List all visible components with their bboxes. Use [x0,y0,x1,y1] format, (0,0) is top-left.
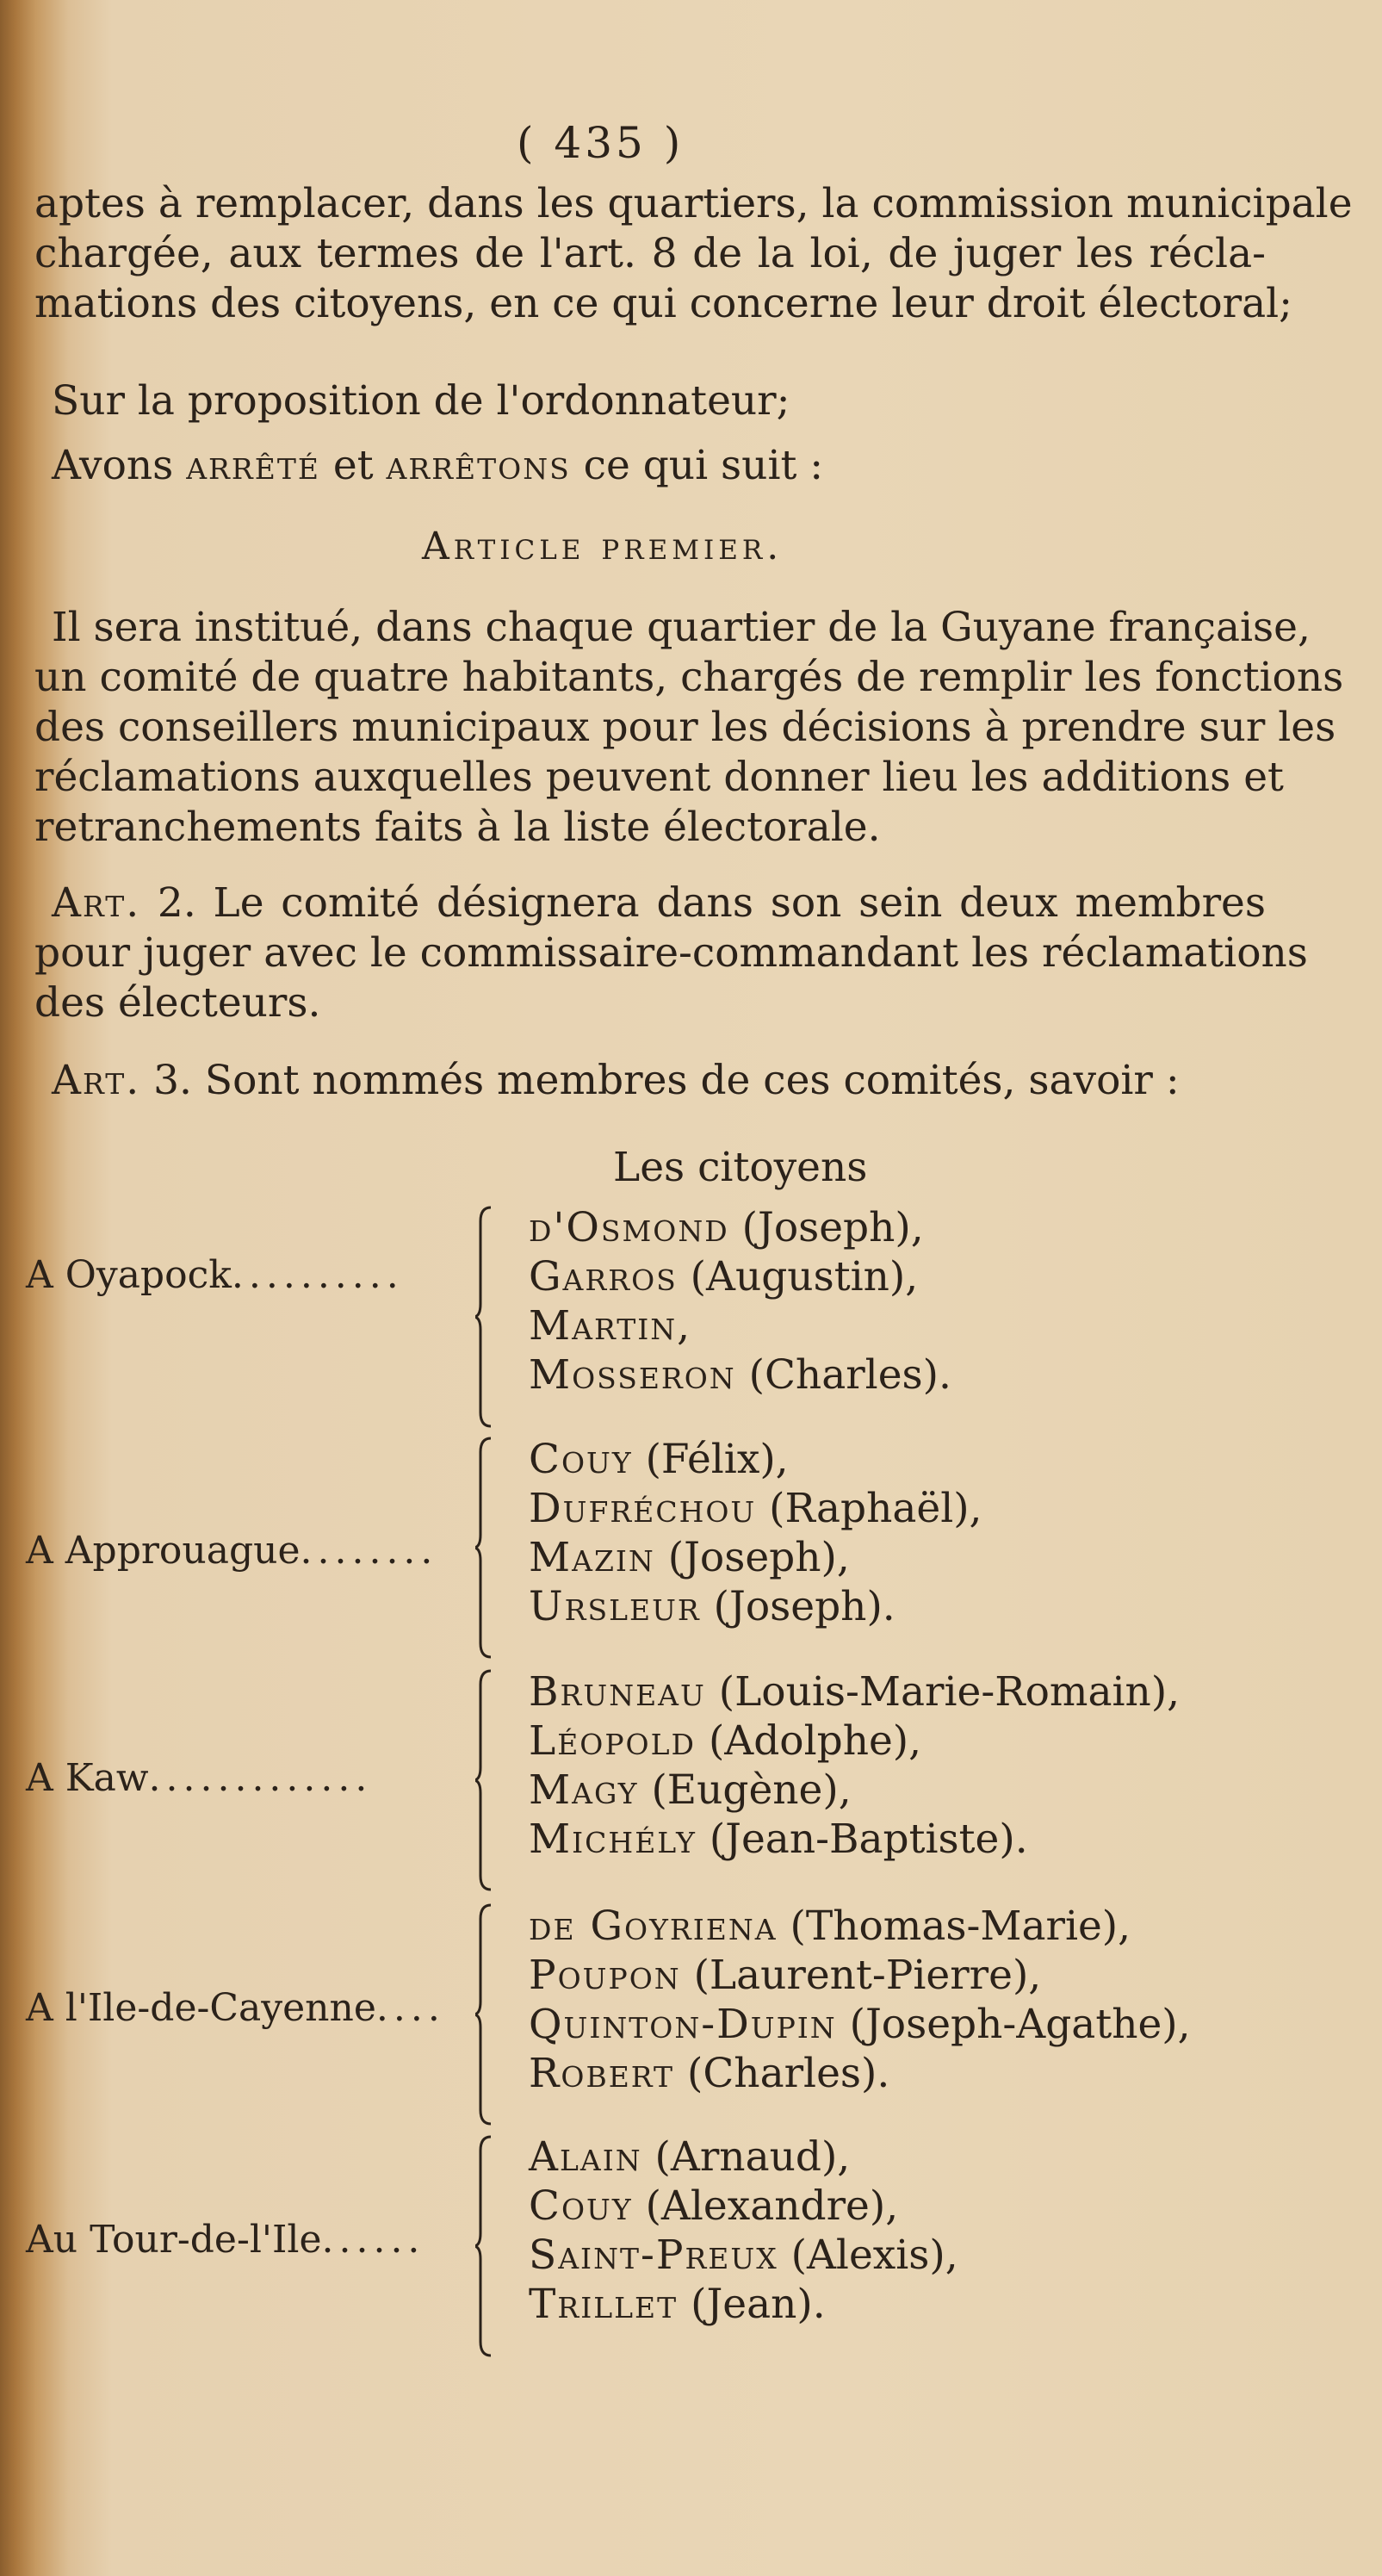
member-given: (Charles). [674,2050,890,2097]
member-given: (Arnaud), [641,2133,851,2181]
place-name: A Approuague [26,1529,301,1573]
leader-dots: ...... [321,2218,425,2262]
place-name: A l'Ile-de-Cayenne [26,1986,376,2030]
arrete-post: ce qui suit : [570,442,824,489]
member-surname: Martin [529,1302,678,1350]
article1-line: des conseillers municipaux pour les décisions à prendre sur les [34,704,1336,751]
leader-dots: ............. [148,1756,373,1800]
member-surname: Bruneau [529,1668,706,1716]
member-given: (Louis-Marie-Romain), [705,1668,1181,1716]
leader-dots: .... [375,1986,445,2030]
member-name [529,1350,951,1400]
member-surname: Dufréchou [529,1485,757,1532]
member-surname: Alain [529,2133,642,2181]
member-list [529,1203,951,1400]
member-name [529,1902,1191,1951]
place-name: A Kaw [26,1756,149,1800]
member-given: (Alexis), [778,2231,958,2279]
committee-place [26,1526,437,1575]
article1-line: retranchements faits à la liste électorale. [34,804,881,851]
member-surname: de Goyriena [529,1903,778,1950]
member-given: (Joseph), [728,1204,924,1251]
arrete-mid: et [319,442,387,489]
member-given: (Jean-Baptiste). [696,1816,1028,1863]
proposition-line: Sur la proposition de l'ordonnateur; [52,377,790,425]
place-name: A Oyapock [26,1253,232,1297]
member-surname: Couy [529,1436,633,1483]
leader-dots: ........ [300,1529,438,1573]
place-name: Au Tour-de-l'Ile [26,2218,322,2262]
member-list [529,2132,958,2329]
leader-dots: .......... [231,1253,404,1297]
committee-place [26,2215,425,2264]
member-list [529,1667,1180,1864]
member-name [529,1435,982,1484]
member-given: (Félix), [632,1436,789,1483]
citizens-title: Les citoyens [613,1144,868,1191]
member-name [529,1203,951,1252]
member-name [529,2000,1191,2049]
member-given: , [677,1302,691,1350]
article3-line [52,1056,1180,1105]
brace [475,1902,494,2127]
article3-label: Art. [52,1057,141,1104]
member-given: (Augustin), [677,1253,919,1300]
member-given: (Raphaël), [756,1485,982,1532]
member-name [529,1484,982,1533]
committee-place [26,1983,445,2033]
member-surname: d'Osmond [529,1204,729,1251]
member-list [529,1435,982,1631]
brace [475,1204,494,1430]
article2-line [52,878,1266,928]
member-name [529,1716,1180,1766]
member-name [529,1766,1180,1815]
member-given: (Joseph-Agathe), [836,2001,1191,2048]
member-given: (Alexandre), [632,2182,899,2230]
member-given: (Eugène), [638,1766,852,1814]
member-name [529,2049,1191,2098]
article2-label: Art. [52,879,141,927]
article1-line: réclamations auxquelles peuvent donner lieu les additions et [34,754,1284,801]
brace [475,1667,494,1893]
member-name [529,1815,1180,1864]
intro-line: mations des citoyens, en ce qui concerne leur droit électoral; [34,280,1292,327]
member-name [529,1252,951,1301]
member-given: (Adolphe), [696,1717,922,1765]
member-surname: Mazin [529,1534,655,1581]
member-surname: Robert [529,2050,675,2097]
member-name [529,1667,1180,1716]
member-name [529,2132,958,2182]
member-surname: Magy [529,1766,639,1814]
article1-line: Il sera institué, dans chaque quartier de la Guyane française, [52,604,1311,651]
arrete-pre: Avons [52,442,187,489]
member-surname: Quinton-Dupin [529,2001,837,2048]
member-surname: Poupon [529,1952,681,1999]
member-given: (Thomas-Marie), [777,1903,1131,1950]
article2-line: des électeurs. [34,979,321,1027]
brace [475,1435,494,1660]
committee-place [26,1754,372,1803]
arretons-word: arrêtons [386,442,571,489]
member-list [529,1902,1191,2098]
member-surname: Ursleur [529,1583,701,1630]
member-surname: Trillet [529,2281,679,2328]
member-name [529,1533,982,1582]
member-surname: Saint-Preux [529,2231,778,2279]
member-surname: Couy [529,2182,633,2230]
member-surname: Léopold [529,1717,696,1765]
member-given: (Joseph). [700,1583,896,1630]
brace [475,2133,494,2359]
member-name [529,2182,958,2231]
member-surname: Michély [529,1816,697,1863]
committee-place [26,1251,404,1300]
intro-line: chargée, aux termes de l'art. 8 de la loi, de juger les récla- [34,230,1266,277]
member-given: (Charles). [735,1351,951,1399]
member-name [529,2231,958,2280]
article1-line: un comité de quatre habitants, chargés de remplir les fonctions [34,654,1344,701]
article2-line: pour juger avec le commissaire-commandant les réclamations [34,929,1308,977]
article3-text: 3. Sont nommés membres de ces comités, savoir : [140,1057,1180,1104]
member-given: (Joseph), [654,1534,850,1581]
member-name [529,1582,982,1631]
member-given: (Jean). [678,2281,826,2328]
member-name [529,1951,1191,2000]
intro-line: aptes à remplacer, dans les quartiers, la commission municipale [34,180,1353,227]
member-given: (Laurent-Pierre), [680,1952,1042,1999]
arrete-word: arrêté [186,442,320,489]
page-number: ( 435 ) [517,118,685,168]
member-name [529,1301,951,1350]
arrete-line [52,441,823,490]
member-surname: Mosseron [529,1351,736,1399]
article2-text: 2. Le comité désignera dans son sein deux membres [140,879,1266,927]
article-heading: Article premier. [422,525,784,568]
member-surname: Garros [529,1253,678,1300]
member-name [529,2280,958,2329]
